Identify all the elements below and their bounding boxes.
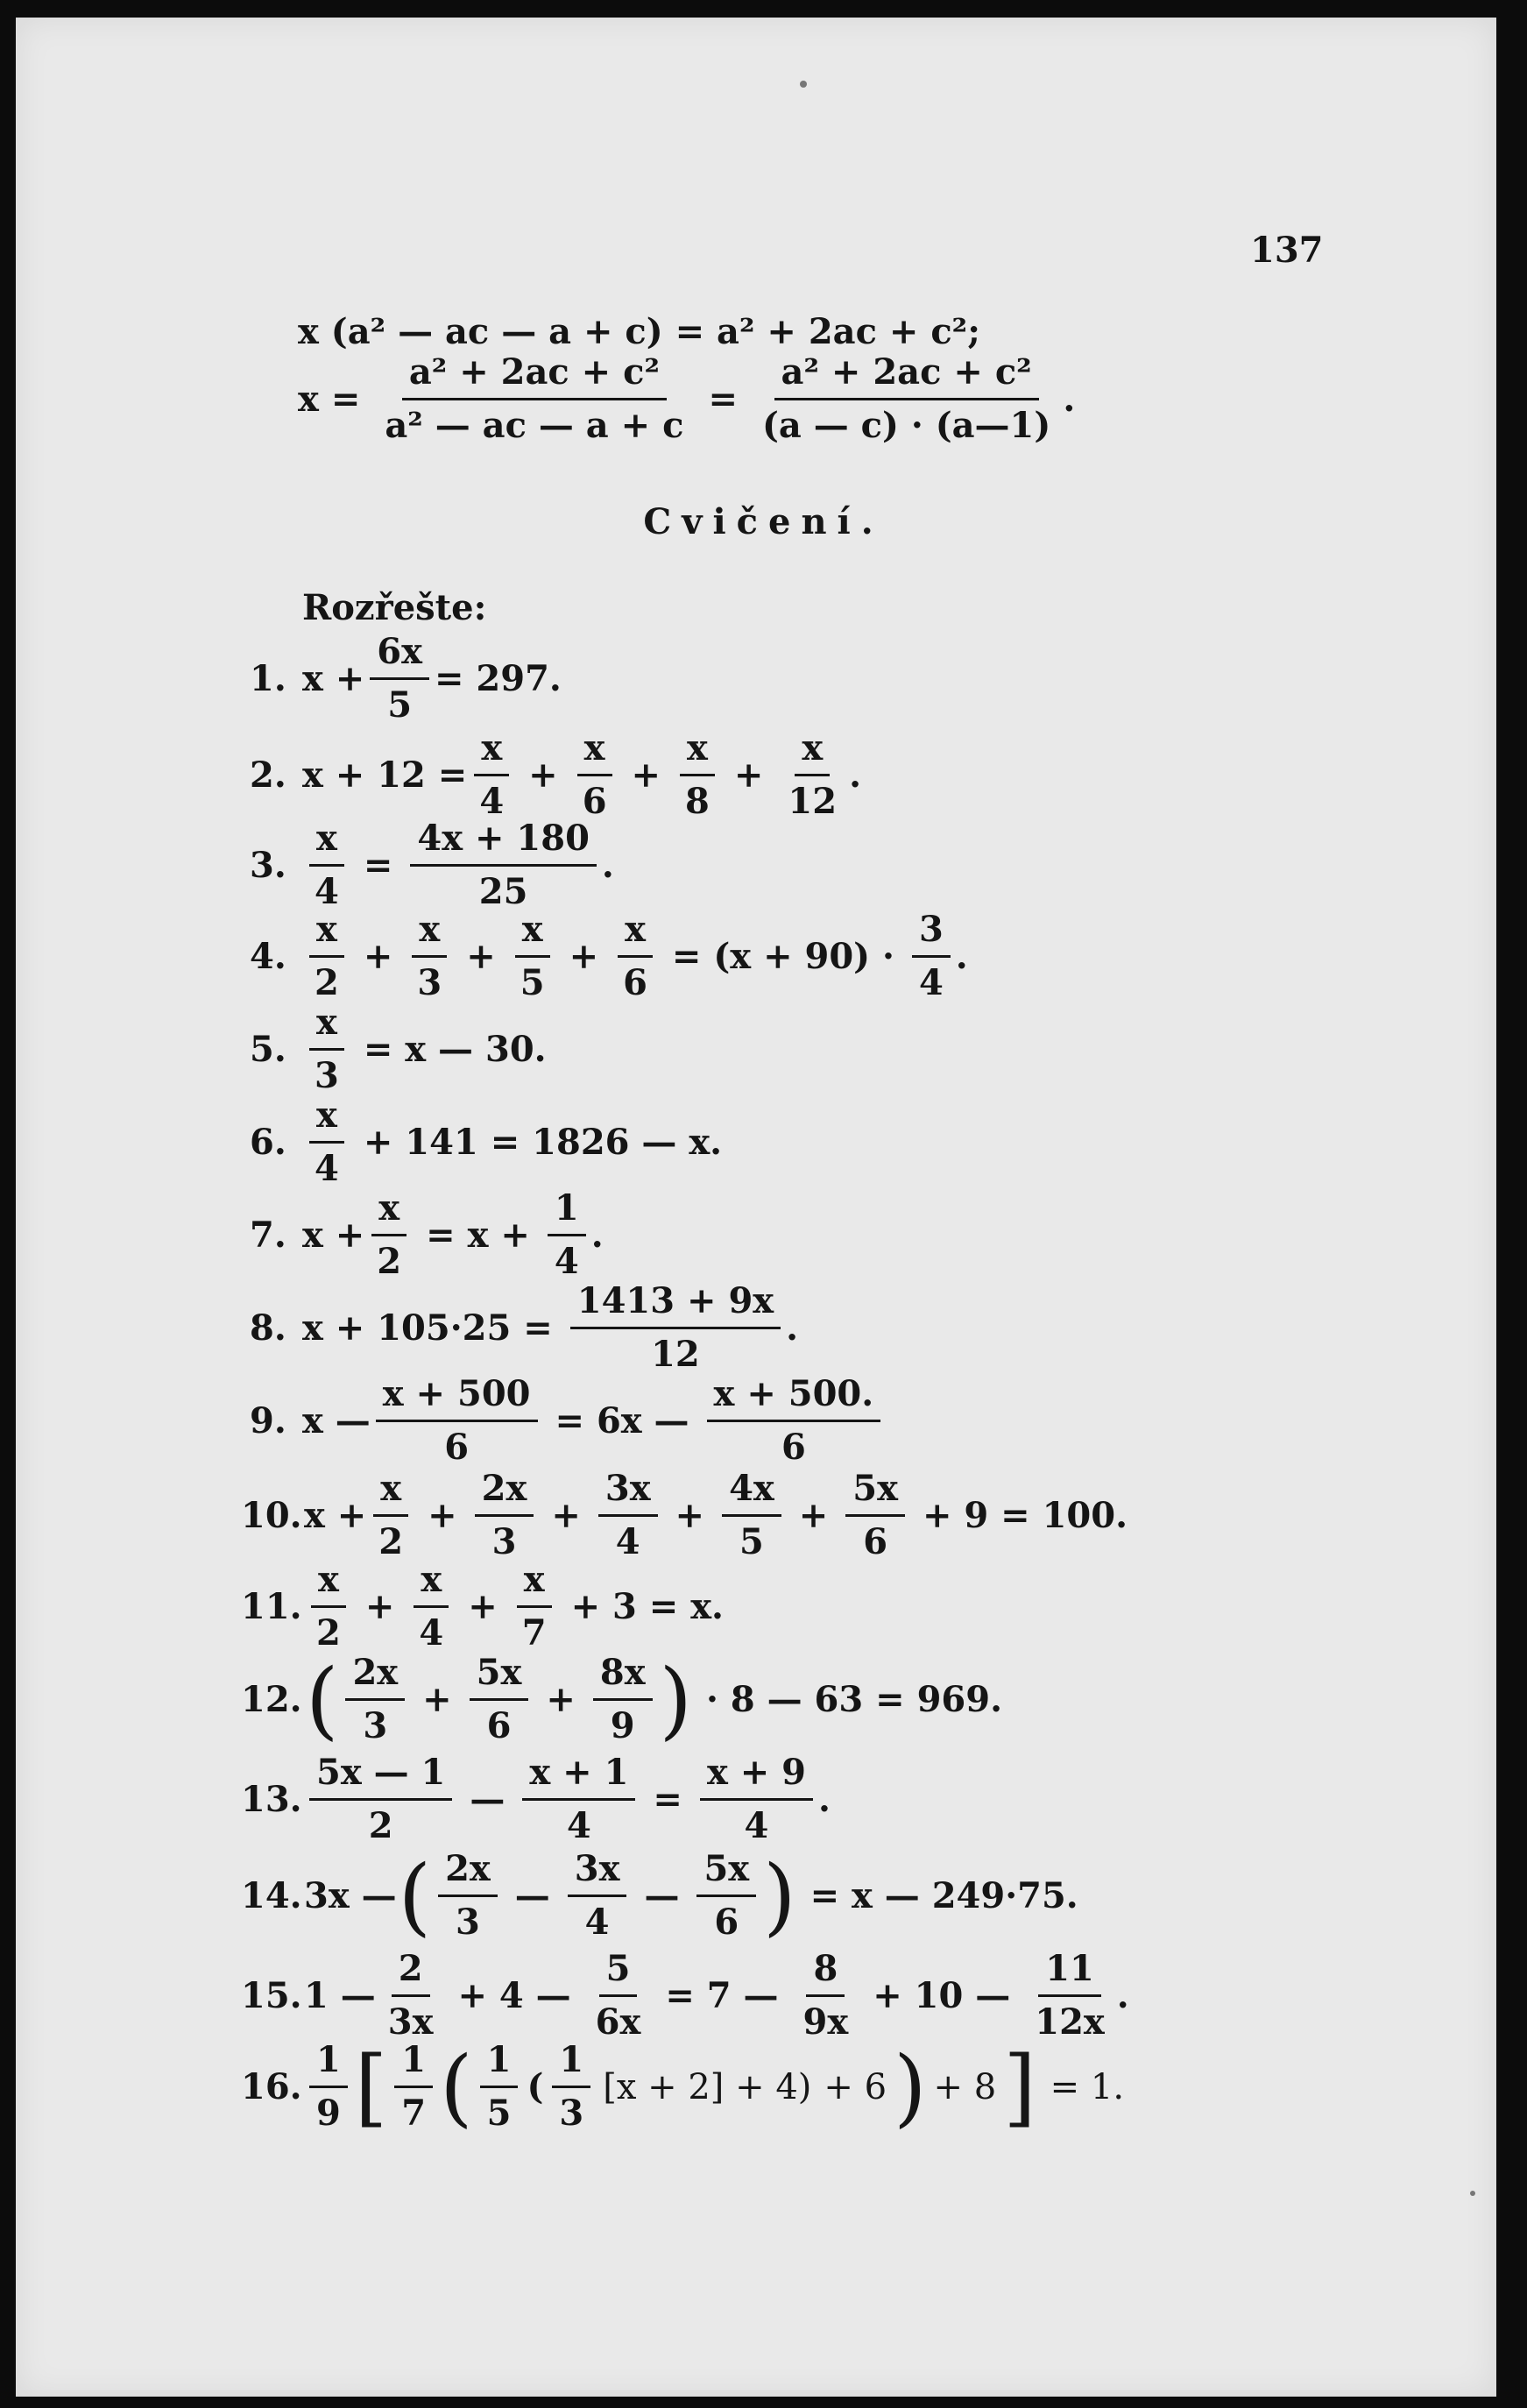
exercise-6 [250, 1090, 734, 1194]
equals-sign: = [653, 1779, 682, 1820]
numerator: 5x [845, 1463, 905, 1517]
exercise-number: 9. [250, 1400, 286, 1441]
equals-sign: = [330, 379, 361, 420]
fraction [394, 2035, 433, 2139]
fraction [616, 904, 654, 1009]
numerator: 6x [370, 627, 429, 680]
minus-sign: — [470, 1779, 505, 1820]
term: + 8 [933, 2066, 997, 2107]
right-paren: ) [894, 2037, 927, 2136]
denominator: 12 [788, 781, 838, 822]
denominator: 9 [610, 1705, 635, 1746]
numerator: x [309, 813, 344, 867]
denominator: 9 [316, 2093, 341, 2134]
fraction [515, 1555, 554, 1659]
denominator: 12x [1035, 2001, 1105, 2043]
term: · 8 — 63 = 969. [706, 1679, 1002, 1720]
numerator: 5x [696, 1844, 756, 1897]
exercise-number: 1. [250, 658, 286, 699]
fraction [308, 813, 346, 917]
denominator: 4 [419, 1612, 444, 1654]
plus-sign: + [546, 1679, 576, 1720]
period: . [590, 1215, 604, 1256]
fraction [376, 1369, 538, 1473]
plus-sign: + [466, 936, 496, 977]
plus-sign: + [428, 1495, 457, 1536]
fraction [308, 904, 346, 1009]
denominator: 4 [554, 1241, 579, 1282]
denominator: 6 [781, 1427, 806, 1468]
denominator: 3 [491, 1521, 517, 1562]
numerator: 1 [548, 1183, 586, 1236]
plus-sign: + [528, 754, 558, 796]
right-paren: ) [763, 1846, 796, 1945]
denominator: 6 [486, 1705, 512, 1746]
term: 3x — [304, 1875, 397, 1916]
numerator: x + 500. [707, 1369, 881, 1422]
numerator: x [577, 723, 612, 776]
plus-sign: + [733, 754, 764, 796]
numerator: 2x [438, 1844, 498, 1897]
denominator: 4 [584, 1902, 610, 1943]
exercise-10 [241, 1463, 1140, 1568]
numerator: x + 500 [376, 1369, 538, 1422]
denominator: 4 [566, 1805, 591, 1846]
fraction [589, 1944, 648, 2048]
term: = x — 249·75. [809, 1875, 1078, 1916]
fraction [410, 813, 597, 917]
derivation-line-2 [298, 347, 1075, 451]
numerator: 5x — 1 [309, 1747, 452, 1801]
small-left-paren: ( [527, 2066, 544, 2107]
exercise-7 [250, 1183, 604, 1287]
term: x + [304, 1495, 367, 1536]
fraction [593, 1647, 653, 1752]
term: + 10 — [873, 1975, 1011, 2016]
denominator: 2 [377, 1241, 402, 1282]
numerator: 8 [806, 1944, 845, 1997]
fraction [781, 723, 844, 827]
numerator: 1 [394, 2035, 433, 2088]
term: = 6x — [555, 1400, 689, 1441]
numerator: x [371, 1183, 406, 1236]
denominator: 7 [401, 2093, 427, 2134]
left-paren: ( [306, 1650, 339, 1749]
left-paren: ( [440, 2037, 473, 2136]
exercise-number: 6. [250, 1122, 286, 1163]
fraction [552, 2035, 590, 2139]
instruction: Rozřešte: [302, 587, 487, 628]
fraction [1028, 1944, 1112, 2048]
denominator: 2 [316, 1612, 341, 1654]
minus-sign: — [644, 1875, 680, 1916]
fraction [722, 1463, 781, 1568]
exercise-11 [241, 1555, 736, 1659]
speck [1470, 2191, 1475, 2196]
denominator: 7 [521, 1612, 547, 1654]
term: + 3 = x. [570, 1586, 724, 1627]
denominator: 5 [486, 2093, 512, 2134]
numerator: 2x [345, 1647, 405, 1701]
exercise-2 [250, 723, 861, 827]
numerator: x [373, 1463, 408, 1517]
numerator: 3x [568, 1844, 627, 1897]
fraction [309, 1555, 348, 1659]
exercise-13 [241, 1747, 831, 1852]
term: x + [302, 1215, 365, 1256]
exercise-number: 16. [241, 2066, 302, 2107]
period: . [1116, 1975, 1129, 2016]
denominator: 4 [918, 962, 944, 1003]
fraction [570, 1276, 781, 1380]
denominator: 6 [444, 1427, 470, 1468]
denominator: 3 [559, 2093, 584, 2134]
derivation-line-1: x (a² — ac — a + c) = a² + 2ac + c²; [298, 311, 980, 352]
fraction [568, 1844, 627, 1948]
denominator: 12 [651, 1334, 700, 1375]
denominator: 6 [714, 1902, 739, 1943]
fraction [381, 1944, 441, 2048]
exercise-number: 2. [250, 754, 286, 796]
exercise-number: 10. [241, 1495, 302, 1536]
numerator: x [309, 997, 344, 1051]
period: . [786, 1307, 799, 1349]
exercise-number: 5. [250, 1029, 286, 1070]
numerator: x [680, 723, 715, 776]
denominator: 3 [363, 1705, 388, 1746]
fraction [576, 723, 614, 827]
plus-sign: + [364, 1586, 395, 1627]
denominator: 3 [455, 1902, 480, 1943]
fraction [548, 1183, 586, 1287]
numerator: 1 [552, 2035, 590, 2088]
exercise-number: 13. [241, 1779, 302, 1820]
numerator: x [515, 904, 550, 958]
numerator: 5 [599, 1944, 638, 1997]
numerator: 4x + 180 [410, 813, 597, 867]
exercise-15 [241, 1944, 1129, 2048]
numerator: x [311, 1555, 346, 1608]
denominator: 4 [479, 781, 505, 822]
numerator: 2x [475, 1463, 534, 1517]
right-bracket: ] [1003, 2037, 1036, 2136]
fraction [308, 1090, 346, 1194]
fraction [678, 723, 717, 827]
numerator: a² + 2ac + c² [774, 347, 1039, 400]
term: + 9 = 100. [922, 1495, 1128, 1536]
term: 1 — [304, 1975, 376, 2016]
exercise-3 [250, 813, 614, 917]
fraction [696, 1844, 756, 1948]
denominator: 2 [368, 1805, 393, 1846]
plus-sign: + [468, 1586, 498, 1627]
exercise-number: 14. [241, 1875, 302, 1916]
denominator: 25 [478, 871, 528, 912]
numerator: 1 [309, 2035, 348, 2088]
numerator: 1413 + 9x [570, 1276, 781, 1329]
inner-expression: [x + 2] + 4) [603, 2066, 812, 2107]
period: . [955, 936, 968, 977]
numerator: 11 [1038, 1944, 1101, 1997]
numerator: x [474, 723, 509, 776]
denominator: 9x [802, 2001, 849, 2043]
numerator: x [795, 723, 830, 776]
derivation-lhs: x [298, 379, 319, 420]
fraction [472, 723, 511, 827]
plus-sign: + [675, 1495, 705, 1536]
exercise-16 [241, 2035, 1136, 2139]
numerator: x + 9 [700, 1747, 813, 1801]
term: x — [302, 1400, 371, 1441]
term: + 141 = 1826 — x. [363, 1122, 723, 1163]
fraction [470, 1647, 529, 1752]
fraction [912, 904, 951, 1009]
denominator: 3x [387, 2001, 434, 2043]
period: . [817, 1779, 831, 1820]
fraction [371, 1463, 410, 1568]
left-paren: ( [398, 1846, 432, 1945]
fraction [755, 347, 1057, 451]
term: = (x + 90) · [671, 936, 894, 977]
right-paren: ) [659, 1650, 692, 1749]
term: = x + [426, 1215, 530, 1256]
plus-sign: + [569, 936, 599, 977]
numerator: x [412, 904, 447, 958]
equals-sign: = [363, 845, 393, 886]
exercise-number: 3. [250, 845, 286, 886]
denominator: 5 [520, 962, 545, 1003]
period: . [601, 845, 614, 886]
fraction [513, 904, 552, 1009]
fraction [475, 1463, 534, 1568]
left-bracket: [ [354, 2037, 388, 2136]
exercise-number: 8. [250, 1307, 286, 1349]
numerator: a² + 2ac + c² [402, 347, 667, 400]
term: = 7 — [665, 1975, 779, 2016]
denominator: 2 [315, 962, 339, 1003]
plus-sign: + [551, 1495, 581, 1536]
term: + 4 — [457, 1975, 571, 2016]
exercise-5 [250, 997, 559, 1101]
fraction [522, 1747, 635, 1852]
numerator: x [309, 904, 344, 958]
denominator: 8 [685, 781, 710, 822]
exercise-8 [250, 1276, 798, 1380]
fraction [707, 1369, 881, 1473]
fraction [796, 1944, 856, 2048]
denominator: 6 [863, 1521, 888, 1562]
page-number: 137 [1250, 230, 1324, 271]
fraction [309, 2035, 348, 2139]
denominator: a² — ac — a + c [385, 405, 684, 446]
numerator: 2 [392, 1944, 430, 1997]
exercise-number: 15. [241, 1975, 302, 2016]
term: = 297. [434, 658, 562, 699]
numerator: 3 [912, 904, 951, 958]
denominator: 4 [615, 1521, 640, 1562]
exercise-number: 12. [241, 1679, 302, 1720]
fraction [345, 1647, 405, 1752]
numerator: 3x [598, 1463, 658, 1517]
numerator: x + 1 [522, 1747, 635, 1801]
equals-sign: = [708, 379, 738, 420]
term: x + [302, 658, 365, 699]
denominator: 3 [315, 1055, 339, 1096]
denominator: 4 [315, 1148, 339, 1189]
exercise-number: 4. [250, 936, 286, 977]
exercise-14 [241, 1844, 1091, 1948]
denominator: 4 [315, 871, 339, 912]
term: = 1. [1050, 2066, 1125, 2107]
exercise-12 [241, 1647, 1014, 1752]
plus-sign: + [631, 754, 661, 796]
denominator: 6x [595, 2001, 641, 2043]
exercise-number: 7. [250, 1215, 286, 1256]
term: + 6 [824, 2066, 887, 2107]
fraction [480, 2035, 519, 2139]
period: . [849, 754, 862, 796]
fraction [378, 347, 690, 451]
numerator: x [309, 1090, 344, 1144]
numerator: 5x [470, 1647, 529, 1701]
plus-sign: + [363, 936, 393, 977]
exercise-9 [250, 1369, 886, 1473]
term: x + 105·25 = [302, 1307, 553, 1349]
fraction [700, 1747, 813, 1852]
fraction [598, 1463, 658, 1568]
denominator: 3 [417, 962, 442, 1003]
section-heading: Cvičení. [643, 501, 884, 542]
fraction [410, 904, 449, 1009]
numerator: x [414, 1555, 449, 1608]
fraction [845, 1463, 905, 1568]
fraction [308, 997, 346, 1101]
period: . [1063, 379, 1076, 420]
minus-sign: — [514, 1875, 550, 1916]
numerator: x [517, 1555, 552, 1608]
numerator: 1 [480, 2035, 519, 2088]
exercise-number: 11. [241, 1586, 302, 1627]
plus-sign: + [422, 1679, 452, 1720]
numerator: x [618, 904, 653, 958]
plus-sign: + [798, 1495, 829, 1536]
denominator: 4 [744, 1805, 769, 1846]
denominator: (a — c) · (a—1) [761, 405, 1051, 446]
denominator: 5 [739, 1521, 764, 1562]
fraction [370, 1183, 408, 1287]
numerator: 4x [722, 1463, 781, 1517]
numerator: 8x [593, 1647, 653, 1701]
fraction [370, 627, 429, 731]
denominator: 6 [582, 781, 607, 822]
fraction [438, 1844, 498, 1948]
exercise-4 [250, 904, 968, 1009]
denominator: 2 [378, 1521, 404, 1562]
exercise-1 [250, 627, 562, 731]
fraction [309, 1747, 452, 1852]
denominator: 6 [623, 962, 647, 1003]
speck [800, 81, 807, 88]
term: x + 12 = [302, 754, 468, 796]
fraction [412, 1555, 450, 1659]
denominator: 5 [387, 684, 413, 726]
term: = x — 30. [363, 1029, 547, 1070]
